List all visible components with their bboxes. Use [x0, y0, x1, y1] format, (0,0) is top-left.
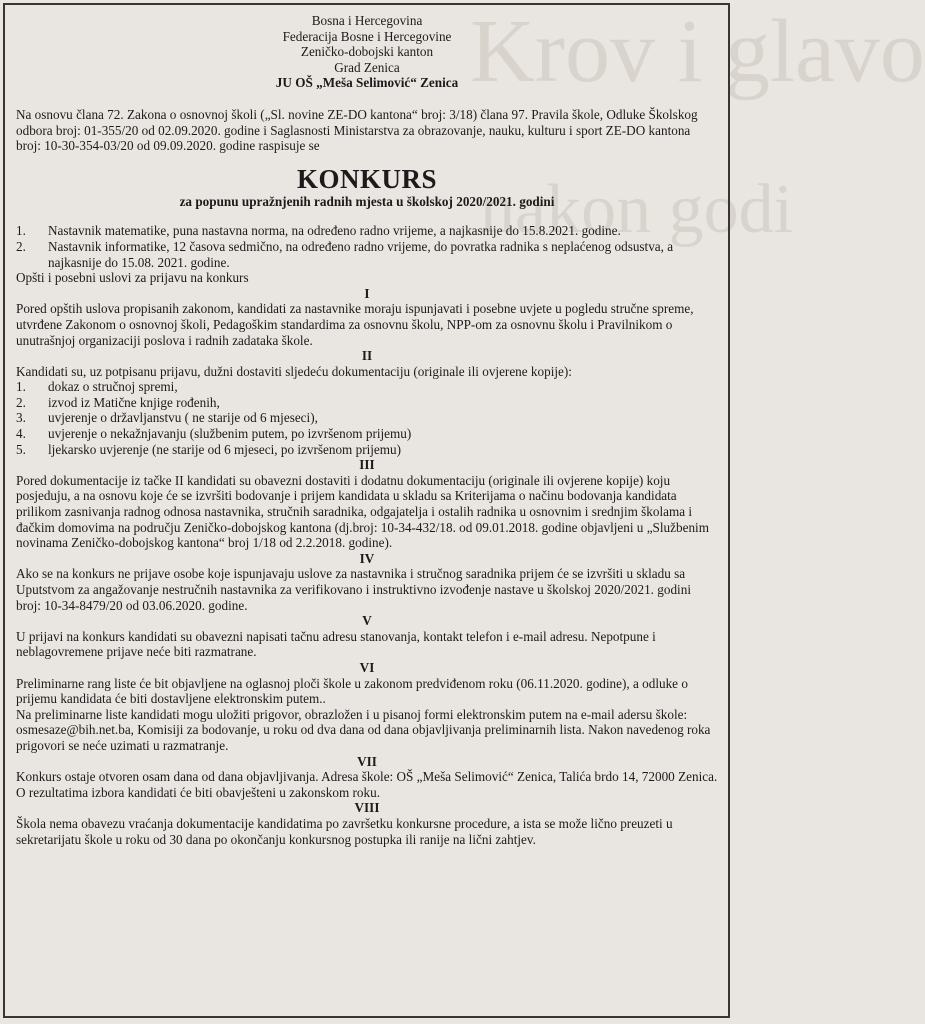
section-vii-text: Konkurs ostaje otvoren osam dana od dana objavljivanja. Adresa škole: OŠ „Meša Selimović“ Zenica, Talića brdo 14, 72000 Zenica. O rezultatima izbora kandidati će biti obavješteni u zakonskom roku.: [16, 769, 718, 800]
section-heading-iii: III: [359, 457, 375, 473]
section-vi-text: Preliminarne rang liste će bit objavljene na oglasnoj ploči škole u zakonom predviđenom roku (06.11.2020. godine), a odluke o prijemu kandidata će biti dostavljene elektronskim putem..: [16, 675, 688, 707]
section-viii-text: Škola nema obavezu vraćanja dokumentacije kandidatima po završetku konkursne procedure, a ista se može lično preuzeti u sekretarijatu škole u roku od 30 dana po okončanju konkursnog postupka ili ranije na lični zahtjev.: [16, 815, 673, 847]
section-iii-text: Pored dokumentacije iz tačke II kandidati su obavezni dostaviti i dodatnu dokumentaciju (originale ili ovjerene kopije) koju posjeduju, a na osnovu koje će se izvršiti bodovanje i prijem kandidata u skladu sa Kriterijama o načinu bodovanja kandidata prilikom zasnivanja radnog odnosa nastavnika, stručnih saradnika, odgajatelja i ostalih radnika u osnovnim i srednjim školama i đačkim domovima na području Zeničko-dobojskog kantona (dj.broj: 10-34-432/18. od 09.01.2018. godine objavljeni u „Službenim novinama Zeničko-dobojskog kantona“ broj 1/18 od 2.2.2018. godine).: [16, 472, 709, 551]
document-title: KONKURS: [296, 163, 438, 194]
position-number: 1.: [16, 223, 26, 239]
section-heading-iv: IV: [359, 550, 375, 566]
header-country: Bosna i Hercegovina: [311, 13, 423, 28]
position-number: 2.: [16, 238, 26, 254]
documents-list: [16, 379, 718, 457]
position-text: Nastavnik matematike, puna nastavna norma, na određeno radno vrijeme, a najkasnije do 15.8.2021. godine.: [48, 223, 621, 239]
document-item: [16, 379, 718, 395]
conditions-label: Opšti i posebni uslovi za prijavu na konkurs: [16, 270, 249, 286]
section-heading-vi: VI: [359, 659, 375, 675]
section-i-text: Pored opštih uslova propisanih zakonom, kandidati za nastavnike moraju ispunjavati i posebne uvjete u pogledu stručne spreme, utvrđene Zakonom o osnovnoj školi, Pedagoškim standardima za osnovnu školu, NPP-om za osnovnu školu i Pravilnikom o unutrašnjoj organizaciji poslova i radnih zadataka škole.: [16, 301, 694, 348]
header-city: Grad Zenica: [334, 59, 400, 75]
document-item: [16, 410, 718, 426]
document-number: 1.: [16, 379, 26, 395]
header-federation: Federacija Bosne i Hercegovine: [282, 28, 452, 44]
document-number: 2.: [16, 394, 26, 410]
section-ii-text: Kandidati su, uz potpisanu prijavu, dužni dostaviti sljedeću dokumentaciju (originale ili ovjerene kopije):: [16, 363, 572, 379]
issuer-header: [16, 13, 718, 91]
document-text: uvjerenje o državljanstvu ( ne starije od 6 mjeseci),: [48, 410, 318, 426]
section-iv-text: Ako se na konkurs ne prijave osobe koje ispunjavaju uslove za nastavnika i stručnog saradnika prijem će se izvršiti u skladu sa Uputstvom za angažovanje nestručnih nastavnika za verifikovano i instruktivno izvođenje nastave u školskoj 2020/2021. godini broj: 10-34-8479/20 od 03.06.2020. godine.: [16, 566, 691, 613]
document-text: ljekarsko uvjerenje (ne starije od 6 mjeseci, po izvršenom prijemu): [48, 441, 402, 457]
document-item: [16, 395, 718, 411]
document-text: dokaz o stručnoj spremi,: [48, 379, 178, 395]
section-heading-v: V: [362, 613, 372, 629]
bleed-through-text: Krov i glavo: [470, 2, 925, 101]
document-item: [16, 426, 718, 442]
position-item: [16, 239, 718, 270]
section-heading-ii: II: [361, 348, 373, 364]
intro-paragraph: Na osnovu člana 72. Zakona o osnovnoj školi („Sl. novine ZE-DO kantona“ broj: 3/18) člana 97. Pravila škole, Odluke Školskog odbora broj: 01-355/20 od 02.09.2020. godine i Saglasnosti Ministarstva za obrazovanje, nauku, kulturu i sport ZE-DO kantona broj: 10-30-354-03/20 od 09.09.2020. godine raspisuje se: [16, 106, 698, 154]
section-heading-viii: VIII: [354, 800, 380, 816]
document-text: uvjerenje o nekažnjavanju (službenim putem, po izvršenom prijemu): [48, 426, 412, 442]
document-number: 5.: [16, 441, 26, 457]
position-text: Nastavnik informatike, 12 časova sedmično, na određeno radno vrijeme, do povratka radnika s neplaćenog odsustva, a najkasnije do 15.08. 2021. godine.: [48, 238, 674, 270]
positions-list: [16, 223, 718, 270]
section-vi-complaint-text: Na preliminarne liste kandidati mogu uložiti prigovor, obrazložen i u pisanoj formi elektronskim putem na e-mail adersu škole: osmesaze@bih.net.ba, Komisiji za bodovanje, u roku od dva dana od dana objavljivanja preliminarnih lista. Nakon navedenog roka prigovori se neće uzimati u razmatranje.: [16, 706, 711, 753]
section-heading-i: I: [364, 285, 370, 301]
document-number: 3.: [16, 410, 26, 426]
position-item: [16, 223, 718, 239]
header-school: JU OŠ „Meša Selimović“ Zenica: [275, 75, 459, 91]
document-text: izvod iz Matične knjige rođenih,: [48, 394, 220, 410]
document-item: [16, 442, 718, 458]
announcement-frame: [3, 3, 730, 1018]
document-number: 4.: [16, 426, 26, 442]
section-heading-vii: VII: [357, 753, 377, 769]
bleed-through-text: nakon godi: [480, 171, 794, 248]
section-v-text: U prijavi na konkurs kandidati su obavezni napisati tačnu adresu stanovanja, kontakt telefon i e-mail adresu. Nepotpune i neblagovremene prijave neće biti razmatrane.: [16, 628, 656, 660]
header-canton: Zeničko-dobojski kanton: [300, 44, 434, 60]
document-subtitle: za popunu upražnjenih radnih mjesta u školskoj 2020/2021. godini: [179, 193, 555, 209]
